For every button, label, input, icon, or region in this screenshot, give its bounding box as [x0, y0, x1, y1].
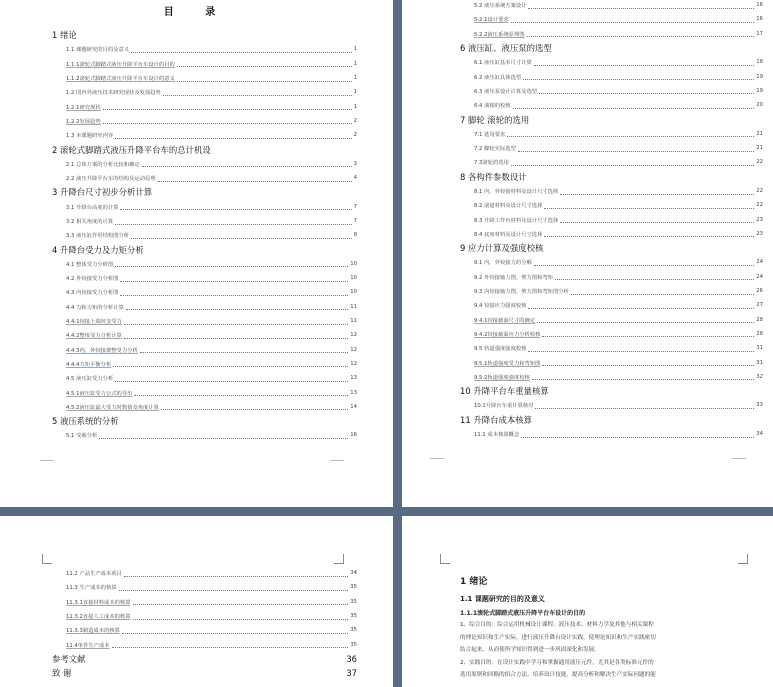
toc-entry-label: 5.2.2液压系统原理图 — [474, 31, 525, 38]
toc-entry-label: 11.3.2直接人工成本的核算 — [66, 614, 131, 621]
toc-entry-label: 4.1 整体受力分析图 — [66, 261, 114, 268]
toc-section-entry[interactable] — [460, 398, 763, 412]
toc-entry-label: 9.4 铰接应力强度校核 — [474, 303, 527, 310]
toc-leader-dots — [124, 576, 348, 577]
toc-section-entry[interactable] — [460, 270, 763, 284]
toc-section-entry[interactable] — [52, 99, 357, 113]
toc-leader-dots — [539, 93, 754, 94]
body-line: 结合起来，从而使所学知识得到进一步巩固深化和发展。 — [460, 647, 600, 653]
toc-leader-dots — [120, 295, 348, 296]
toc-leader-dots — [99, 438, 348, 439]
toc-leader-dots — [112, 647, 349, 648]
body-line: 的理论知识和生产实际，进行液压升降台设计实践，使理论知识和生产实践密切 — [460, 634, 656, 641]
toc-chapter-entry[interactable] — [52, 652, 357, 666]
toc-entry-label: 3.3 液压缸作用结构图分析 — [66, 233, 130, 240]
toc-section-entry[interactable] — [460, 98, 763, 112]
toc-section-entry[interactable] — [460, 427, 763, 441]
toc-leader-dots — [115, 266, 348, 267]
toc-page-number: 24 — [756, 273, 763, 280]
toc-entry-label: 1.1 课题研究的目的及意义 — [66, 47, 130, 54]
toc-section-entry[interactable] — [460, 341, 763, 355]
toc-list — [52, 28, 357, 443]
toc-section-entry[interactable] — [52, 609, 357, 623]
toc-page-number: 22 — [756, 159, 763, 166]
toc-section-entry[interactable] — [52, 42, 357, 56]
toc-entry-label: 8.4 底座材料及设计尺寸选择 — [474, 231, 543, 238]
toc-page-number: 1 — [353, 103, 357, 110]
toc-page-number: 4 — [353, 175, 357, 182]
toc-entry-label: 5.1 受载分析 — [66, 433, 98, 440]
toc-section-entry[interactable] — [52, 385, 357, 399]
toc-entry-label: 4.2 外铰接受力分析图 — [66, 276, 119, 283]
toc-leader-dots — [133, 604, 349, 605]
toc-leader-dots — [528, 8, 754, 9]
toc-section-entry[interactable] — [52, 566, 357, 580]
toc-leader-dots — [523, 79, 754, 80]
toc-section-entry[interactable] — [460, 298, 763, 312]
toc-leader-dots — [121, 424, 355, 425]
toc-leader-dots — [124, 338, 348, 339]
toc-entry-label: 2.1 总体方案的分析比较和确定 — [66, 161, 140, 168]
toc-entry-label: 6.3 液压泵设计计算及选型 — [474, 88, 538, 95]
toc-entry-label: 4.4 力和力矩的分析计算 — [66, 304, 124, 311]
chapter-heading: 1 绪论 — [460, 577, 488, 587]
toc-section-entry[interactable] — [52, 114, 357, 128]
toc-section-entry[interactable] — [460, 327, 763, 341]
toc-section-entry[interactable] — [460, 127, 763, 141]
toc-leader-dots — [119, 590, 349, 591]
toc-list — [52, 566, 357, 680]
toc-entry-label: 4.4.1铰接上端铰支受力 — [66, 319, 122, 326]
toc-entry-label: 11.1 成本核算概念 — [474, 432, 520, 439]
toc-page-number: 13 — [350, 375, 357, 382]
toc-page-number: 11 — [350, 318, 357, 325]
toc-entry-label: 4.5 液压缸受力分析 — [66, 376, 114, 383]
page-corner-mark — [440, 554, 450, 564]
toc-leader-dots — [177, 66, 352, 67]
toc-title: 目 录 — [163, 7, 230, 18]
toc-page-number: 16 — [756, 16, 763, 23]
toc-page-number: 34 — [350, 570, 357, 577]
toc-section-entry[interactable] — [460, 370, 763, 384]
toc-entry-label: 4.4.4力矩平衡分析 — [66, 361, 112, 368]
toc-leader-dots — [534, 422, 761, 423]
toc-page-number: 7 — [353, 203, 357, 210]
toc-page-number: 12 — [350, 346, 357, 353]
toc-page-number: 24 — [756, 259, 763, 266]
toc-page-number: 14 — [350, 403, 357, 410]
toc-entry-label: 6.4 油箱的校核 — [474, 103, 511, 110]
toc-leader-dots — [534, 65, 754, 66]
toc-page-number: 17 — [756, 30, 763, 37]
toc-page-number: 31 — [756, 345, 763, 352]
toc-page-number: 3 — [353, 160, 357, 167]
toc-leader-dots — [115, 381, 348, 382]
toc-entry-label: 1.2 国内外液压技术研究现状及发展趋势 — [66, 90, 161, 97]
toc-page-1 — [0, 0, 393, 507]
toc-entry-label: 4.4.2整体受力分析计算 — [66, 333, 122, 340]
toc-leader-dots — [532, 379, 754, 380]
toc-leader-dots — [542, 365, 754, 366]
toc-entry-label: 1 绪论 — [52, 30, 77, 41]
toc-entry-label: 5.2.1设计要求 — [474, 17, 509, 24]
toc-entry-label: 1.3 本课题研究内容 — [66, 133, 114, 140]
toc-leader-dots — [518, 151, 754, 152]
toc-section-entry[interactable] — [52, 271, 357, 285]
toc-page-number: 1 — [353, 75, 357, 82]
page-footer-mark — [40, 460, 54, 461]
toc-leader-dots — [103, 109, 352, 110]
toc-page-number: 19 — [756, 73, 763, 80]
toc-page-number: 26 — [756, 288, 763, 295]
toc-entry-label: 10.1升降台车重计算核对 — [474, 403, 534, 410]
toc-entry-label: 1.2.2发展趋势 — [66, 118, 101, 125]
toc-leader-dots — [103, 123, 352, 124]
body-line: 选用原则和回路的组合方法，培养设计技能，提高分析和解决生产实际问题的能 — [460, 672, 656, 678]
toc-leader-dots — [535, 408, 754, 409]
toc-leader-dots — [115, 138, 351, 139]
toc-section-entry[interactable] — [52, 71, 357, 85]
toc-leader-dots — [527, 36, 755, 37]
toc-page-number: 22 — [756, 202, 763, 209]
toc-page-number: 35 — [350, 598, 357, 605]
toc-leader-dots — [513, 108, 755, 109]
toc-leader-dots — [521, 437, 754, 438]
toc-entry-label: 6 液压缸、液压泵的选型 — [460, 43, 552, 54]
toc-section-entry[interactable] — [460, 212, 763, 226]
toc-leader-dots — [544, 236, 754, 237]
toc-page-number: 8 — [353, 232, 357, 239]
toc-entry-label: 9.4.2铰接截面应力分析校核 — [474, 331, 541, 338]
section-heading: 1.1 课题研究的目的及意义 — [460, 595, 545, 603]
toc-entry-label: 4 升降台受力及力矩分析 — [52, 244, 144, 255]
toc-leader-dots — [177, 81, 352, 82]
toc-section-entry[interactable] — [52, 57, 357, 71]
toc-page-number: 10 — [350, 275, 357, 282]
toc-leader-dots — [120, 209, 351, 210]
toc-section-entry[interactable] — [52, 214, 357, 228]
toc-page-3 — [0, 516, 393, 687]
toc-page-number: 2 — [353, 132, 357, 139]
toc-leader-dots — [542, 336, 754, 337]
toc-entry-label: 7.1 选用要求 — [474, 131, 506, 138]
toc-entry-label: 9.4.1铰接截面尺寸的确定 — [474, 317, 536, 324]
toc-page-number: 28 — [756, 316, 763, 323]
page-footer-mark — [430, 458, 444, 459]
toc-leader-dots — [158, 181, 352, 182]
toc-entry-label: 3.2 相关角度的计算 — [66, 219, 114, 225]
toc-section-entry[interactable] — [460, 355, 763, 369]
toc-leader-dots — [528, 308, 754, 309]
toc-page-number: 35 — [350, 613, 357, 620]
toc-section-entry[interactable] — [460, 155, 763, 169]
toc-entry-label: 5.2 液压系统方案设计 — [474, 3, 527, 10]
toc-section-entry[interactable] — [460, 313, 763, 327]
toc-leader-dots — [544, 208, 754, 209]
toc-entry-label: 8.3 升降工作台材料及设计尺寸选择 — [474, 217, 559, 224]
toc-page-number: 12 — [350, 360, 357, 367]
toc-entry-label: 11.3 生产成本的核算 — [66, 585, 117, 592]
toc-page-number: 28 — [756, 330, 763, 337]
toc-chapter-entry[interactable] — [460, 384, 763, 398]
toc-entry-label: 11.2 产品生产成本项目 — [66, 571, 122, 578]
toc-leader-dots — [133, 619, 349, 620]
toc-page-number: 33 — [756, 402, 763, 409]
toc-page-number: 35 — [350, 584, 357, 591]
toc-leader-dots — [537, 322, 754, 323]
toc-list — [460, 0, 763, 441]
toc-chapter-entry[interactable] — [52, 242, 357, 256]
toc-entry-label: 7.3滚轮的选用 — [474, 160, 509, 167]
toc-entry-label: 11.3.1直接材料成本的核算 — [66, 599, 131, 606]
toc-section-entry[interactable] — [52, 428, 357, 442]
page-footer-mark — [732, 458, 746, 459]
toc-section-entry[interactable] — [460, 55, 763, 69]
toc-entry-label: 5 液压系统的分析 — [52, 416, 119, 427]
toc-section-entry[interactable] — [460, 27, 763, 41]
toc-section-entry[interactable] — [460, 255, 763, 269]
toc-section-entry[interactable] — [52, 595, 357, 609]
toc-page-2 — [402, 0, 773, 507]
toc-section-entry[interactable] — [460, 184, 763, 198]
toc-section-entry[interactable] — [460, 284, 763, 298]
toc-page-number: 23 — [756, 216, 763, 223]
toc-entry-label: 4.5.2液压缸最大受力时数值及角度计算 — [66, 404, 159, 411]
toc-page-number: 18 — [756, 59, 763, 66]
toc-entry-label: 1.1.2滚轮式脚踏式液压升降平台车设计的意义 — [66, 76, 175, 83]
toc-section-entry[interactable] — [52, 314, 357, 328]
toc-leader-dots — [213, 152, 355, 153]
toc-section-entry[interactable] — [52, 228, 357, 242]
toc-leader-dots — [555, 279, 754, 280]
toc-entry-label: 10 升降平台车重量核算 — [460, 386, 549, 397]
toc-leader-dots — [142, 166, 352, 167]
page-corner-mark — [42, 554, 52, 564]
toc-leader-dots — [507, 136, 754, 137]
toc-section-entry[interactable] — [460, 227, 763, 241]
toc-entry-label: 9.5.2轨道强度强度校核 — [474, 374, 530, 381]
toc-page-number: 35 — [350, 627, 357, 634]
body-line: 2、实践目的：在设计实践中学习和掌握通用液压元件，尤其是各类标准元件的 — [460, 659, 654, 666]
toc-leader-dots — [161, 409, 348, 410]
toc-page-number: 36 — [346, 653, 357, 664]
toc-leader-dots — [146, 252, 355, 253]
toc-chapter-entry[interactable] — [460, 112, 763, 126]
toc-section-entry[interactable] — [52, 85, 357, 99]
toc-section-entry[interactable] — [52, 171, 357, 185]
page-corner-mark — [334, 554, 344, 564]
toc-entry-label: 2 滚轮式脚踏式液压升降平台车的总计机设 — [52, 144, 211, 155]
toc-leader-dots — [134, 395, 348, 396]
toc-section-entry[interactable] — [52, 328, 357, 342]
toc-section-entry[interactable] — [52, 371, 357, 385]
toc-leader-dots — [88, 661, 345, 662]
toc-leader-dots — [131, 52, 352, 53]
toc-chapter-entry[interactable] — [460, 170, 763, 184]
toc-entry-label: 8.2 滚道材料及设计尺寸选择 — [474, 203, 543, 210]
toc-section-entry[interactable] — [52, 400, 357, 414]
toc-page-number: 20 — [756, 102, 763, 109]
toc-chapter-entry[interactable] — [460, 413, 763, 427]
toc-entry-label: 参考文献 — [52, 653, 86, 664]
toc-entry-label: 4.5.1液压缸受力公式的导出 — [66, 390, 133, 397]
toc-section-entry[interactable] — [52, 357, 357, 371]
toc-entry-label: 8.1 内、外铰接材料及设计尺寸选择 — [474, 189, 559, 195]
toc-chapter-entry[interactable] — [52, 28, 357, 42]
toc-entry-label: 7 脚轮 滚轮的选用 — [460, 114, 530, 125]
toc-entry-label: 1.2.1研究现状 — [66, 104, 101, 111]
body-paragraph — [460, 619, 743, 682]
body-page — [402, 516, 773, 687]
toc-leader-dots — [531, 122, 761, 123]
toc-chapter-entry[interactable] — [52, 142, 357, 156]
toc-chapter-entry[interactable] — [460, 241, 763, 255]
toc-section-entry[interactable] — [460, 0, 763, 12]
toc-entry-label: 9.2 外铰接轴力图、剪力图和弯矩 — [474, 274, 553, 281]
body-line: 1、综合目的：综合运用机械设计课程、液压技术、材料力学及其他与相关课程 — [460, 622, 654, 628]
toc-page-number: 10 — [350, 260, 357, 267]
toc-leader-dots — [131, 238, 352, 239]
toc-leader-dots — [554, 51, 761, 52]
toc-entry-label: 9.3 内铰接轴力图、剪力图和弯矩图分析 — [474, 289, 569, 296]
toc-page-number: 1 — [353, 60, 357, 67]
toc-entry-label: 4.4.3内、外铰接架整受力分析 — [66, 347, 138, 354]
toc-page-number: 22 — [756, 188, 763, 194]
toc-leader-dots — [154, 195, 355, 196]
toc-section-entry[interactable] — [52, 343, 357, 357]
toc-page-number: 1 — [353, 46, 357, 53]
toc-leader-dots — [120, 281, 348, 282]
toc-entry-label: 3.1 升降台高度的计算 — [66, 204, 119, 211]
toc-chapter-entry[interactable] — [460, 41, 763, 55]
toc-leader-dots — [79, 38, 355, 39]
toc-entry-label: 11.4单件生产成本 — [66, 642, 110, 649]
toc-page-number: 21 — [756, 130, 763, 137]
toc-entry-label: 9 应力计算及强度校核 — [460, 243, 544, 254]
toc-leader-dots — [126, 309, 348, 310]
page-corner-mark — [738, 554, 748, 564]
toc-page-number: 21 — [756, 145, 763, 152]
toc-leader-dots — [122, 633, 348, 634]
toc-page-number: 19 — [756, 87, 763, 94]
toc-leader-dots — [534, 265, 754, 266]
toc-page-number: 7 — [353, 218, 357, 224]
toc-section-entry[interactable] — [460, 141, 763, 155]
toc-page-number: 1 — [353, 89, 357, 96]
toc-section-entry[interactable] — [52, 580, 357, 594]
toc-page-number: 10 — [350, 289, 357, 296]
toc-leader-dots — [545, 251, 761, 252]
toc-leader-dots — [560, 222, 754, 223]
toc-section-entry[interactable] — [52, 637, 357, 651]
toc-page-number: 35 — [350, 641, 357, 648]
toc-section-entry[interactable] — [460, 69, 763, 83]
toc-section-entry[interactable] — [52, 257, 357, 271]
toc-entry-label: 6.1 液压缸基本尺寸计算 — [474, 60, 532, 67]
toc-leader-dots — [511, 22, 755, 23]
toc-page-number: 12 — [350, 332, 357, 339]
toc-section-entry[interactable] — [460, 84, 763, 98]
toc-page-number: 31 — [756, 359, 763, 366]
toc-entry-label: 11 升降台成本核算 — [460, 414, 532, 425]
subsection-heading: 1.1.1滚轮式脚踏式液压升降平台车设计的目的 — [460, 610, 586, 617]
toc-section-entry[interactable] — [52, 623, 357, 637]
toc-leader-dots — [529, 179, 761, 180]
toc-entry-label: 9.5 轨道强度强度校核 — [474, 346, 527, 353]
toc-page-number: 11 — [350, 303, 357, 310]
toc-section-entry[interactable] — [460, 12, 763, 26]
toc-page-number: 16 — [350, 432, 357, 439]
toc-section-entry[interactable] — [52, 128, 357, 142]
toc-chapter-entry[interactable] — [52, 414, 357, 428]
toc-leader-dots — [140, 352, 349, 353]
toc-leader-dots — [124, 324, 348, 325]
toc-leader-dots — [73, 676, 344, 677]
toc-section-entry[interactable] — [52, 200, 357, 214]
toc-entry-label: 1.1.1滚轮式脚踏式液压升降平台车设计的目的 — [66, 61, 175, 68]
toc-section-entry[interactable] — [52, 285, 357, 299]
toc-leader-dots — [571, 294, 754, 295]
toc-page-number: 32 — [756, 373, 763, 380]
toc-entry-label: 7.2 脚轮实际选型 — [474, 146, 516, 153]
toc-section-entry[interactable] — [52, 300, 357, 314]
toc-leader-dots — [163, 95, 352, 96]
toc-page-number: 2 — [353, 117, 357, 124]
toc-entry-label: 11.3.3制造成本的核算 — [66, 628, 120, 635]
toc-entry-label: 6.2 液压缸具体选型 — [474, 74, 522, 81]
toc-page-number: 37 — [346, 668, 357, 679]
toc-page-number: 27 — [756, 302, 763, 309]
toc-page-number: 13 — [350, 389, 357, 396]
toc-leader-dots — [115, 224, 351, 225]
toc-leader-dots — [113, 366, 348, 367]
toc-leader-dots — [551, 394, 761, 395]
toc-page-number: 23 — [756, 230, 763, 237]
toc-page-number: 16 — [756, 2, 763, 9]
toc-entry-label: 9.1 内、外铰接力的分解 — [474, 260, 532, 267]
toc-leader-dots — [560, 194, 754, 195]
toc-page-number: 34 — [756, 431, 763, 438]
toc-entry-label: 2.2 液压升降平台车的结构及运动原理 — [66, 176, 156, 183]
toc-section-entry[interactable] — [52, 157, 357, 171]
toc-entry-label: 4.3 内铰接受力分析图 — [66, 290, 119, 297]
toc-entry-label: 9.5.1轨道强度受力和弯矩图 — [474, 360, 541, 367]
toc-entry-label: 3 升降台尺寸初步分析计算 — [52, 187, 153, 198]
toc-section-entry[interactable] — [460, 198, 763, 212]
toc-leader-dots — [511, 165, 754, 166]
page-footer-mark — [330, 460, 344, 461]
toc-chapter-entry[interactable] — [52, 185, 357, 199]
toc-leader-dots — [528, 351, 754, 352]
toc-chapter-entry[interactable] — [52, 666, 357, 680]
toc-entry-label: 致 谢 — [52, 668, 72, 679]
toc-entry-label: 8 各构件参数设计 — [460, 171, 527, 182]
